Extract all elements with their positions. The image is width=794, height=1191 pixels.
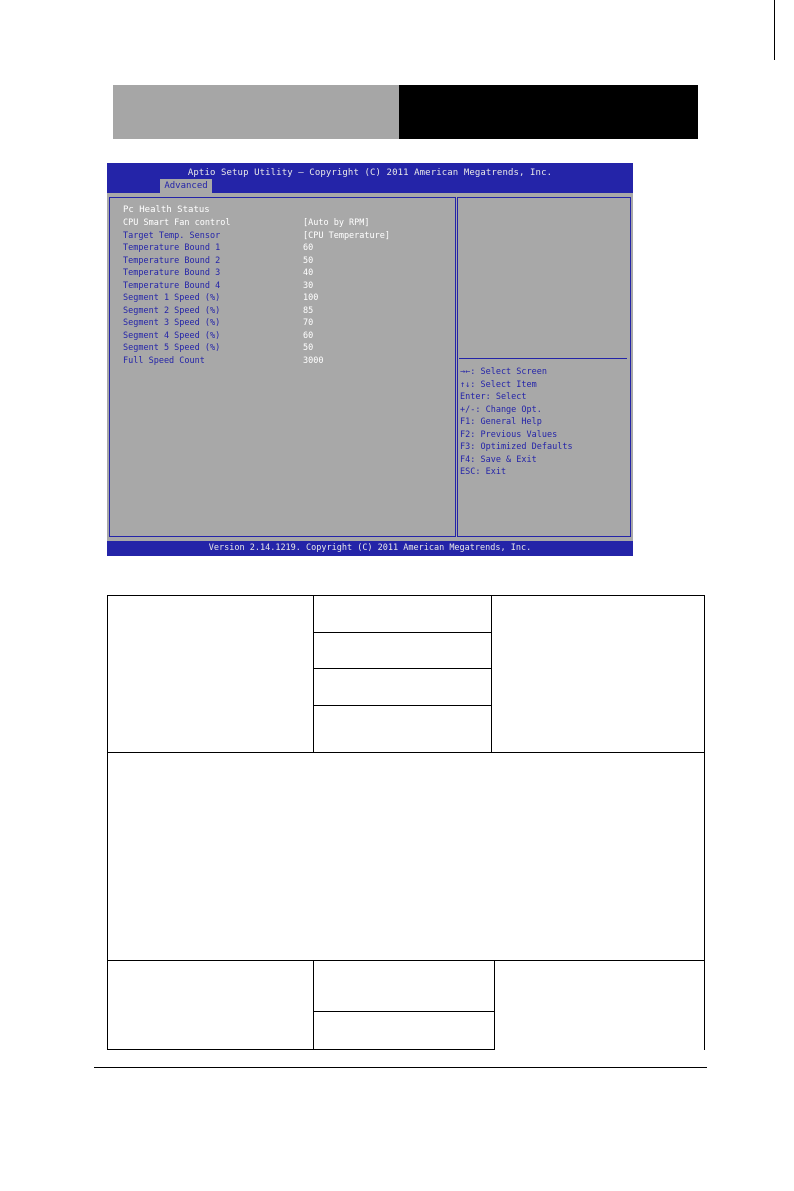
key-help-list (460, 366, 573, 479)
setting-label: Segment 3 Speed (%) (123, 318, 221, 328)
table2-cell-right (494, 960, 705, 1050)
setting-label: Temperature Bound 2 (123, 255, 221, 266)
setting-label: Target Temp. Sensor (123, 230, 221, 241)
table1-cell-middle-1 (313, 595, 492, 633)
header-bar-black (399, 85, 698, 139)
table1-cell-middle-3 (313, 668, 492, 706)
key-help-enter: Enter: Select (460, 392, 527, 402)
setting-label: Segment 2 Speed (%) (123, 305, 221, 316)
key-help-general-help: F1: General Help (460, 417, 542, 427)
setting-value[interactable]: 50 (303, 343, 314, 353)
section-title: Pc Health Status (123, 205, 210, 215)
table2-cell-middle-1 (313, 960, 495, 1012)
key-help-change-opt: +/-: Change Opt. (460, 404, 542, 415)
table1-cell-middle-2 (313, 632, 492, 669)
setting-label: Segment 5 Speed (%) (123, 343, 221, 353)
table1-cell-middle-4 (313, 705, 492, 753)
tab-advanced[interactable]: Advanced (160, 179, 212, 193)
bios-title: Aptio Setup Utility – Copyright (C) 2011 American Megatrends, Inc. (187, 168, 553, 178)
setting-label: Segment 4 Speed (%) (123, 330, 221, 341)
setting-value[interactable]: [Auto by RPM] (303, 218, 370, 228)
setting-value[interactable]: 70 (303, 318, 314, 328)
setting-value[interactable]: 3000 (303, 355, 324, 366)
table1-description-row (107, 752, 705, 961)
table2-cell-middle-2 (313, 1011, 495, 1050)
table2-cell-left (107, 960, 314, 1050)
setting-label: CPU Smart Fan control (123, 218, 231, 228)
key-help-save-exit: F4: Save & Exit (460, 454, 537, 465)
setting-label: Temperature Bound 1 (123, 243, 221, 253)
setting-label: Temperature Bound 3 (123, 268, 221, 278)
table1-cell-right (491, 595, 705, 753)
setting-label: Temperature Bound 4 (123, 280, 221, 291)
key-help-select-screen: →←: Select Screen (460, 367, 547, 377)
setting-value[interactable]: 40 (303, 268, 314, 278)
bios-footer: Version 2.14.1219. Copyright (C) 2011 American Megatrends, Inc. (208, 543, 532, 553)
setting-value[interactable]: 85 (303, 305, 314, 316)
page-footer-rule (94, 1067, 707, 1068)
setting-value[interactable]: 50 (303, 255, 314, 266)
setting-value[interactable]: 60 (303, 330, 314, 341)
key-help-previous-values: F2: Previous Values (460, 429, 558, 440)
setting-value[interactable]: 30 (303, 280, 314, 291)
setting-value[interactable]: [CPU Temperature] (303, 230, 390, 241)
help-divider (459, 358, 627, 359)
cut-mark (774, 0, 775, 60)
bios-main-area (107, 193, 633, 541)
setting-value[interactable]: 100 (303, 293, 319, 303)
setting-label: Full Speed Count (123, 355, 205, 366)
setting-label: Segment 1 Speed (%) (123, 293, 221, 303)
bios-screenshot (107, 163, 633, 556)
key-help-optimized-defaults: F3: Optimized Defaults (460, 442, 573, 452)
header-bar-gray (113, 85, 399, 139)
key-help-exit: ESC: Exit (460, 467, 507, 477)
setting-value[interactable]: 60 (303, 243, 314, 253)
key-help-select-item: ↑↓: Select Item (460, 379, 537, 390)
table1-cell-left (107, 595, 314, 753)
